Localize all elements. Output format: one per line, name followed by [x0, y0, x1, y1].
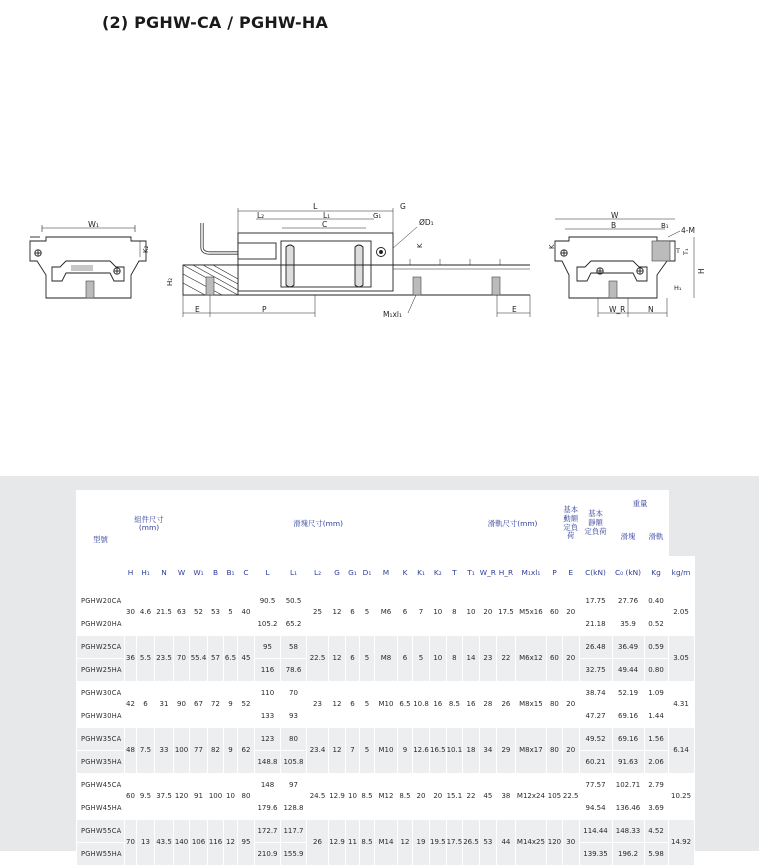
model-cell: PGHW45CA	[77, 774, 125, 797]
label-n: N	[648, 305, 654, 314]
model-cell: PGHW25HA	[77, 659, 125, 682]
column-header: C₀ (kN)	[612, 557, 644, 590]
table-cell: 67	[190, 682, 208, 728]
table-cell: 80	[281, 728, 307, 751]
table-cell: 5	[360, 636, 375, 682]
column-header: K₂	[430, 557, 447, 590]
table-cell: 22	[496, 636, 515, 682]
table-cell: 22.5	[307, 636, 329, 682]
table-cell: 58	[281, 636, 307, 659]
table-cell: 18	[463, 728, 480, 774]
table-cell: 26	[496, 682, 515, 728]
table-cell: 44	[496, 820, 515, 866]
table-cell: 120	[174, 774, 190, 820]
table-cell: 20	[562, 636, 579, 682]
table-cell: 80	[238, 774, 255, 820]
table-cell: 148	[255, 774, 281, 797]
table-cell: 5	[413, 636, 430, 682]
table-cell: 20	[430, 774, 447, 820]
table-cell: 30	[125, 590, 137, 636]
table-cell: 8.5	[360, 820, 375, 866]
table-cell: 69.16	[612, 728, 644, 751]
table-cell: 52	[238, 682, 255, 728]
model-cell: PGHW35CA	[77, 728, 125, 751]
column-header: N	[155, 557, 174, 590]
table-cell: 36	[125, 636, 137, 682]
table-cell: 6	[346, 682, 360, 728]
table-cell: 12.9	[329, 774, 346, 820]
table-cell: 60	[546, 590, 562, 636]
header-model: 型號	[77, 491, 125, 590]
label-4m: 4-M	[681, 226, 695, 235]
table-cell: 3.05	[668, 636, 694, 682]
table-cell: 37.5	[155, 774, 174, 820]
table-cell: 0.59	[644, 636, 668, 659]
label-h1: H₁	[674, 284, 682, 292]
table-cell: 14	[463, 636, 480, 682]
specification-table	[76, 490, 695, 866]
table-cell: 45	[479, 774, 496, 820]
table-cell: 31	[155, 682, 174, 728]
table-cell: 8.5	[446, 682, 463, 728]
table-cell: 8	[446, 636, 463, 682]
table-cell: 15.1	[446, 774, 463, 820]
table-cell: 2.05	[668, 590, 694, 636]
column-header: H₁	[137, 557, 155, 590]
table-cell: 9	[398, 728, 413, 774]
table-cell: 10.8	[413, 682, 430, 728]
table-cell: 60	[125, 774, 137, 820]
label-h: H	[697, 268, 706, 274]
table-cell: 105.8	[281, 751, 307, 774]
table-cell: 10.1	[446, 728, 463, 774]
table-cell: 20	[562, 590, 579, 636]
table-cell: M8	[375, 636, 398, 682]
column-header: L₁	[281, 557, 307, 590]
table-cell: 6	[346, 590, 360, 636]
table-cell: 106	[190, 820, 208, 866]
table-cell: 36.49	[612, 636, 644, 659]
table-cell: 210.9	[255, 843, 281, 866]
side-view-drawing	[166, 202, 530, 319]
table-cell: M8x17	[515, 728, 546, 774]
table-cell: M8x15	[515, 682, 546, 728]
table-cell: 38	[496, 774, 515, 820]
column-header: L	[255, 557, 281, 590]
table-cell: 6	[398, 636, 413, 682]
table-cell: 49.44	[612, 659, 644, 682]
table-cell: 10	[430, 636, 447, 682]
table-cell: 6	[346, 636, 360, 682]
label-w1: W₁	[88, 220, 100, 229]
table-cell: 116	[208, 820, 224, 866]
table-cell: 110	[255, 682, 281, 705]
model-cell: PGHW20CA	[77, 590, 125, 613]
table-cell: 49.52	[579, 728, 612, 751]
table-cell: 72	[208, 682, 224, 728]
table-row	[77, 636, 695, 659]
table-cell: 26.48	[579, 636, 612, 659]
table-cell: 172.7	[255, 820, 281, 843]
column-header: K	[398, 557, 413, 590]
table-cell: 52	[190, 590, 208, 636]
label-k2: K₂	[142, 245, 150, 253]
table-cell: 26	[307, 820, 329, 866]
table-cell: 17.75	[579, 590, 612, 613]
table-cell: 12	[329, 590, 346, 636]
table-cell: 94.54	[579, 797, 612, 820]
table-cell: 6	[137, 682, 155, 728]
column-header: D₁	[360, 557, 375, 590]
table-cell: 123	[255, 728, 281, 751]
label-l2: L₂	[257, 211, 265, 220]
table-cell: 6.5	[224, 636, 238, 682]
table-cell: 14.92	[668, 820, 694, 866]
table-cell: 133	[255, 705, 281, 728]
label-wr: W_R	[609, 305, 626, 314]
end-view-drawing	[548, 211, 706, 317]
table-cell: 12	[329, 728, 346, 774]
column-header: L₂	[307, 557, 329, 590]
table-cell: 82	[208, 728, 224, 774]
table-cell: 10	[430, 590, 447, 636]
column-header: H	[125, 557, 137, 590]
table-cell: 20	[413, 774, 430, 820]
table-cell: 30	[562, 820, 579, 866]
table-cell: 196.2	[612, 843, 644, 866]
table-cell: 120	[546, 820, 562, 866]
table-cell: 35.9	[612, 613, 644, 636]
table-cell: 5	[360, 590, 375, 636]
table-cell: 1.44	[644, 705, 668, 728]
table-cell: 48	[125, 728, 137, 774]
table-cell: 55.4	[190, 636, 208, 682]
table-cell: 6.5	[398, 682, 413, 728]
table-cell: 70	[174, 636, 190, 682]
table-cell: 12	[224, 820, 238, 866]
table-cell: 139.35	[579, 843, 612, 866]
column-header-row	[77, 557, 695, 590]
table-cell: 10	[346, 774, 360, 820]
label-l1: L₁	[323, 211, 331, 220]
table-cell: 10.25	[668, 774, 694, 820]
table-cell: 12	[398, 820, 413, 866]
table-cell: 100	[174, 728, 190, 774]
header-static-load: 基本 靜額 定負荷	[579, 491, 612, 557]
header-weight: 重量	[612, 491, 668, 517]
table-cell: 4.6	[137, 590, 155, 636]
label-b1: B₁	[661, 222, 669, 230]
table-cell: 1.09	[644, 682, 668, 705]
column-header: G₁	[346, 557, 360, 590]
model-cell: PGHW55HA	[77, 843, 125, 866]
table-cell: 148.8	[255, 751, 281, 774]
column-header: W	[174, 557, 190, 590]
page-title: (2) PGHW-CA / PGHW-HA	[102, 13, 329, 32]
label-b: B	[611, 221, 617, 230]
column-header: E	[562, 557, 579, 590]
table-cell: 70	[125, 820, 137, 866]
table-cell: 50.5	[281, 590, 307, 613]
specification-table-body	[77, 590, 695, 866]
table-cell: 47.27	[579, 705, 612, 728]
table-cell: 0.80	[644, 659, 668, 682]
table-cell: 28	[479, 682, 496, 728]
label-e-left: E	[195, 305, 200, 314]
table-cell: 179.6	[255, 797, 281, 820]
table-cell: 22.5	[562, 774, 579, 820]
table-cell: 117.7	[281, 820, 307, 843]
front-view-drawing	[25, 220, 150, 298]
model-cell: PGHW45HA	[77, 797, 125, 820]
table-cell: 20	[562, 682, 579, 728]
model-cell: PGHW20HA	[77, 613, 125, 636]
table-cell: 38.74	[579, 682, 612, 705]
table-row	[77, 774, 695, 797]
table-cell: 91.63	[612, 751, 644, 774]
table-cell: 53	[208, 590, 224, 636]
label-l: L	[313, 202, 318, 211]
table-cell: 16	[463, 682, 480, 728]
table-cell: 90	[174, 682, 190, 728]
table-cell: 17.5	[496, 590, 515, 636]
table-cell: 19	[413, 820, 430, 866]
table-row	[77, 682, 695, 705]
table-cell: 16.5	[430, 728, 447, 774]
table-cell: 22	[463, 774, 480, 820]
table-cell: 5	[360, 682, 375, 728]
table-cell: 102.71	[612, 774, 644, 797]
column-header: T	[446, 557, 463, 590]
table-cell: 26.5	[463, 820, 480, 866]
model-cell: PGHW30HA	[77, 705, 125, 728]
label-e-right: E	[512, 305, 517, 314]
column-header: T₁	[463, 557, 480, 590]
column-header: C	[238, 557, 255, 590]
table-cell: 16	[430, 682, 447, 728]
table-cell: M10	[375, 728, 398, 774]
table-cell: 3.69	[644, 797, 668, 820]
table-cell: 105.2	[255, 613, 281, 636]
table-cell: M14x25	[515, 820, 546, 866]
table-cell: 105	[546, 774, 562, 820]
table-cell: 140	[174, 820, 190, 866]
table-cell: 60.21	[579, 751, 612, 774]
table-cell: 62	[238, 728, 255, 774]
header-block: 滑塊尺寸(mm)	[174, 491, 463, 557]
column-header: kg/m	[668, 557, 694, 590]
table-cell: 42	[125, 682, 137, 728]
table-cell: 33	[155, 728, 174, 774]
table-cell: 77.57	[579, 774, 612, 797]
table-cell: 5.5	[137, 636, 155, 682]
label-g1: G₁	[373, 212, 382, 220]
column-header: W₁	[190, 557, 208, 590]
header-dynamic-load: 基本 動額 定負荷	[562, 491, 579, 557]
table-cell: 7	[346, 728, 360, 774]
column-header: P	[546, 557, 562, 590]
label-g: G	[400, 202, 406, 211]
table-cell: 52.19	[612, 682, 644, 705]
table-cell: 80	[546, 728, 562, 774]
column-header: K₁	[413, 557, 430, 590]
table-cell: 13	[137, 820, 155, 866]
table-cell: 29	[496, 728, 515, 774]
model-cell: PGHW25CA	[77, 636, 125, 659]
table-cell: 69.16	[612, 705, 644, 728]
header-weight-rail: 滑軌	[644, 517, 668, 557]
table-cell: 5.98	[644, 843, 668, 866]
model-cell: PGHW55CA	[77, 820, 125, 843]
table-cell: 136.46	[612, 797, 644, 820]
header-weight-block: 滑塊	[612, 517, 644, 557]
table-cell: 65.2	[281, 613, 307, 636]
table-cell: 148.33	[612, 820, 644, 843]
table-cell: 100	[208, 774, 224, 820]
table-cell: 1.56	[644, 728, 668, 751]
table-cell: 93	[281, 705, 307, 728]
table-cell: M12	[375, 774, 398, 820]
table-cell: 23	[307, 682, 329, 728]
table-cell: 23	[479, 636, 496, 682]
table-row	[77, 820, 695, 843]
table-cell: 5	[224, 590, 238, 636]
table-cell: 155.9	[281, 843, 307, 866]
table-cell: 12	[329, 682, 346, 728]
table-cell: 7	[413, 590, 430, 636]
table-cell: 57	[208, 636, 224, 682]
table-cell: 0.40	[644, 590, 668, 613]
table-cell: 45	[238, 636, 255, 682]
model-cell: PGHW35HA	[77, 751, 125, 774]
table-cell: 23.4	[307, 728, 329, 774]
table-cell: 2.79	[644, 774, 668, 797]
table-cell: 25	[307, 590, 329, 636]
table-cell: 2.06	[644, 751, 668, 774]
column-header: W_R	[479, 557, 496, 590]
table-cell: 12.9	[329, 820, 346, 866]
label-h2: H₂	[166, 277, 174, 286]
table-cell: 7.5	[137, 728, 155, 774]
table-cell: 0.52	[644, 613, 668, 636]
column-header: G	[329, 557, 346, 590]
table-cell: 40	[238, 590, 255, 636]
table-cell: M6x12	[515, 636, 546, 682]
table-cell: 114.44	[579, 820, 612, 843]
table-cell: 8.5	[360, 774, 375, 820]
table-cell: 12.6	[413, 728, 430, 774]
table-cell: M10	[375, 682, 398, 728]
column-header: H_R	[496, 557, 515, 590]
label-k: K	[416, 243, 424, 248]
table-cell: 63	[174, 590, 190, 636]
label-t1: T₁	[682, 248, 690, 255]
table-cell: 17.5	[446, 820, 463, 866]
table-cell: 9	[224, 682, 238, 728]
header-rail: 滑軌尺寸(mm)	[463, 491, 563, 557]
table-cell: 10	[463, 590, 480, 636]
table-cell: 6	[398, 590, 413, 636]
label-m1xl1: M₁xl₁	[383, 310, 403, 319]
column-header: B₁	[224, 557, 238, 590]
table-cell: 53	[479, 820, 496, 866]
table-cell: 8.5	[398, 774, 413, 820]
column-header: Kg	[644, 557, 668, 590]
table-cell: 60	[546, 636, 562, 682]
table-cell: M12x24	[515, 774, 546, 820]
table-cell: 95	[238, 820, 255, 866]
label-c: C	[322, 220, 328, 229]
table-cell: 27.76	[612, 590, 644, 613]
table-cell: 78.6	[281, 659, 307, 682]
table-cell: 8	[446, 590, 463, 636]
model-cell: PGHW30CA	[77, 682, 125, 705]
table-cell: 91	[190, 774, 208, 820]
table-cell: 20	[562, 728, 579, 774]
column-header: M₁xl₁	[515, 557, 546, 590]
header-assembly: 組件尺寸 (mm)	[125, 491, 174, 557]
label-p: P	[262, 305, 267, 314]
table-cell: 12	[329, 636, 346, 682]
label-t: T	[676, 247, 680, 255]
technical-drawings	[0, 195, 759, 330]
table-cell: 24.5	[307, 774, 329, 820]
table-cell: 6.14	[668, 728, 694, 774]
table-cell: M14	[375, 820, 398, 866]
table-cell: M6	[375, 590, 398, 636]
table-cell: 19.5	[430, 820, 447, 866]
table-cell: 9.5	[137, 774, 155, 820]
column-header: B	[208, 557, 224, 590]
table-cell: 21.18	[579, 613, 612, 636]
table-cell: 5	[360, 728, 375, 774]
table-cell: 4.31	[668, 682, 694, 728]
label-k-right: K	[548, 244, 556, 249]
table-cell: 128.8	[281, 797, 307, 820]
table-cell: 95	[255, 636, 281, 659]
column-header: M	[375, 557, 398, 590]
table-cell: 10	[224, 774, 238, 820]
table-row	[77, 590, 695, 613]
table-cell: 43.5	[155, 820, 174, 866]
table-cell: 97	[281, 774, 307, 797]
table-cell: 9	[224, 728, 238, 774]
table-cell: 4.52	[644, 820, 668, 843]
table-cell: 77	[190, 728, 208, 774]
table-cell: 23.5	[155, 636, 174, 682]
table-cell: 34	[479, 728, 496, 774]
table-cell: 116	[255, 659, 281, 682]
table-row	[77, 728, 695, 751]
table-cell: 32.75	[579, 659, 612, 682]
label-d1: ØD₁	[419, 218, 434, 227]
table-cell: 80	[546, 682, 562, 728]
table-cell: M5x16	[515, 590, 546, 636]
label-w: W	[611, 211, 619, 220]
table-cell: 11	[346, 820, 360, 866]
table-cell: 20	[479, 590, 496, 636]
column-header: C(kN)	[579, 557, 612, 590]
table-cell: 21.5	[155, 590, 174, 636]
table-cell: 90.5	[255, 590, 281, 613]
table-cell: 70	[281, 682, 307, 705]
